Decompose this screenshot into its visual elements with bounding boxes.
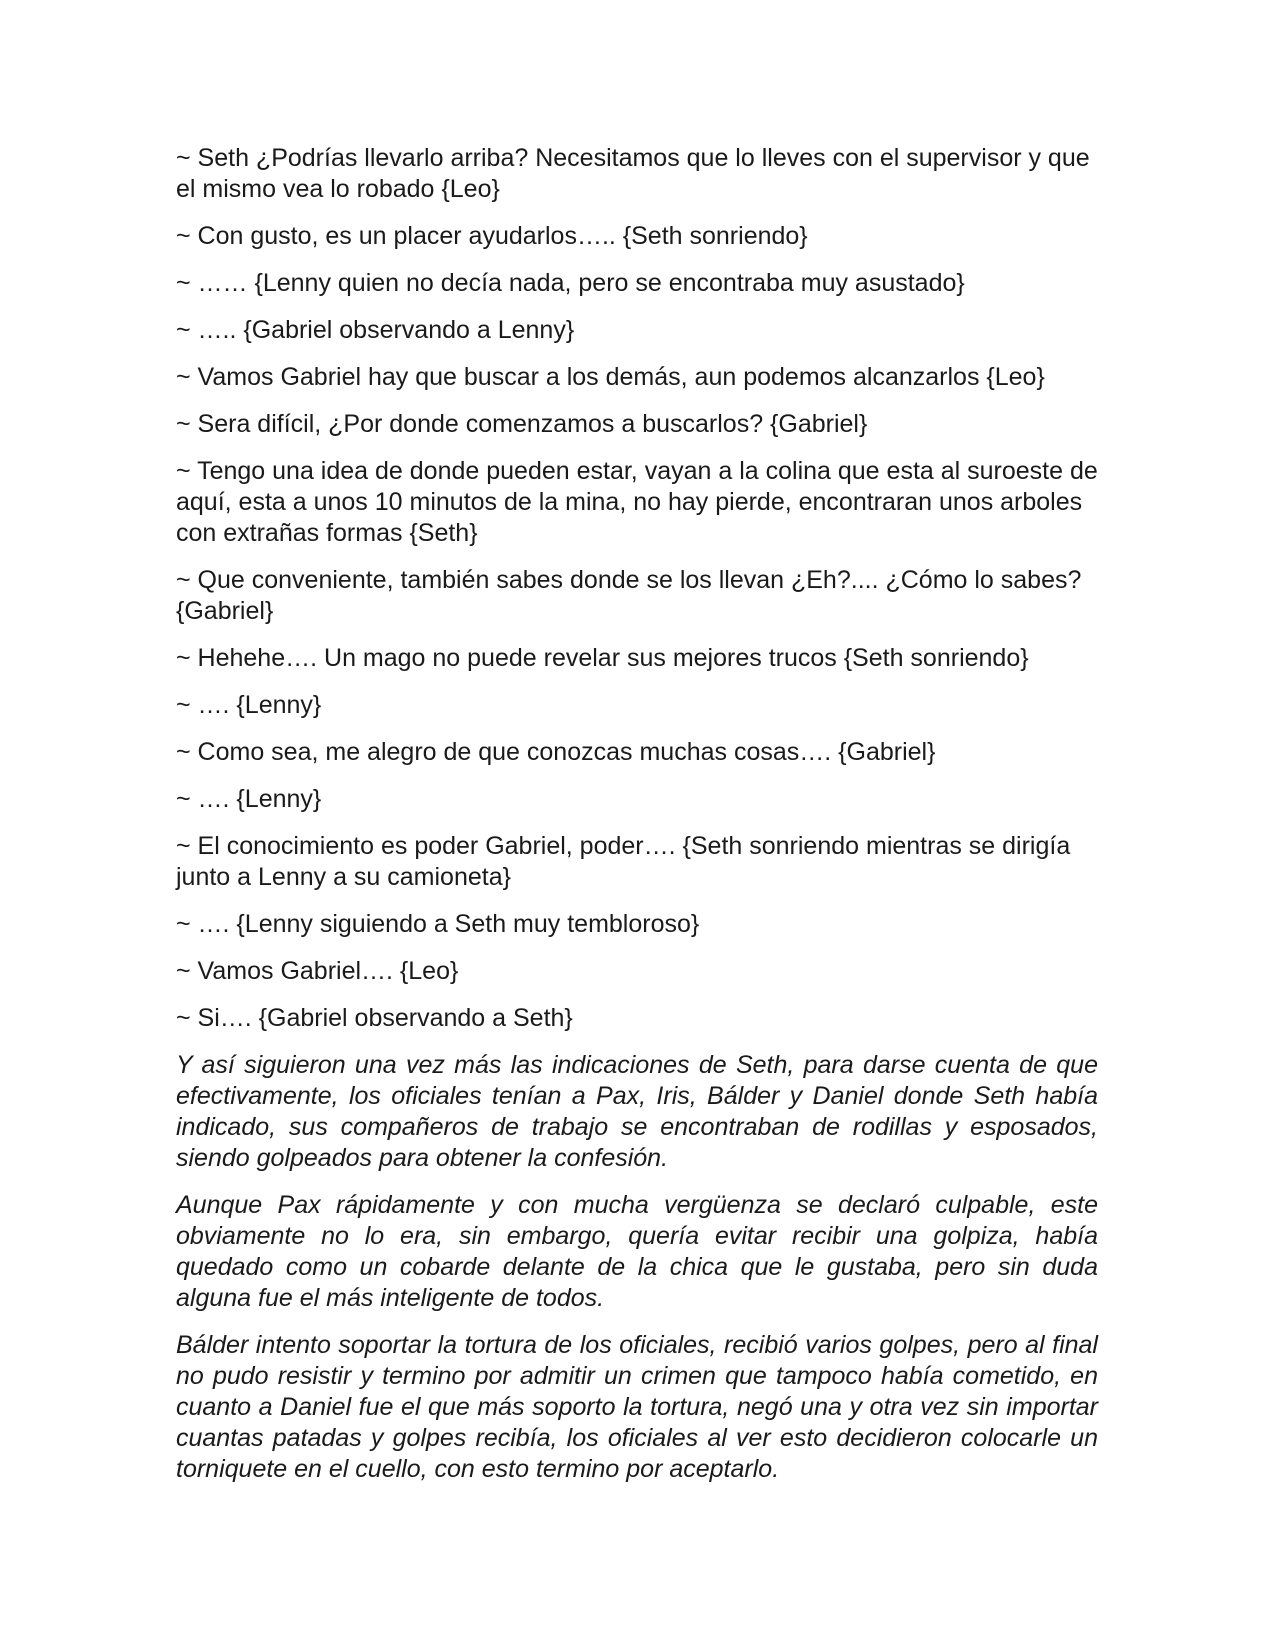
dialogue-line: ~ Vamos Gabriel hay que buscar a los demás, aun podemos alcanzarlos {Leo} bbox=[176, 363, 1045, 391]
dialogue-line: ~ Tengo una idea de donde pueden estar, vayan a la colina que esta al suroeste de aquí, esta a unos 10 minutos de la mina, no hay pierde, encontraran unos arboles con extrañas formas {Seth} bbox=[176, 457, 1098, 547]
narration-paragraph: Bálder intento soportar la tortura de los oficiales, recibió varios golpes, pero al final no pudo resistir y termino por admitir un crimen que tampoco había cometido, en cuanto a Daniel fue el que más soporto la tortura, negó una y otra vez sin importar cuantas patadas y golpes recibía, los oficiales al ver esto decidieron colocarle un torniquete en el cuello, con esto termino por aceptarlo. bbox=[176, 1331, 1098, 1483]
dialogue-line: ~ Con gusto, es un placer ayudarlos….. {Seth sonriendo} bbox=[176, 222, 808, 250]
dialogue-line: ~ Si…. {Gabriel observando a Seth} bbox=[176, 1004, 573, 1032]
dialogue-line: ~ El conocimiento es poder Gabriel, poder…. {Seth sonriendo mientras se dirigía junto a Lenny a su camioneta} bbox=[176, 832, 1071, 891]
dialogue-line: ~ Sera difícil, ¿Por donde comenzamos a buscarlos? {Gabriel} bbox=[176, 410, 868, 438]
dialogue-line: ~ …… {Lenny quien no decía nada, pero se encontraba muy asustado} bbox=[176, 269, 965, 297]
dialogue-line: ~ ….. {Gabriel observando a Lenny} bbox=[176, 316, 575, 344]
dialogue-line: ~ Hehehe…. Un mago no puede revelar sus mejores trucos {Seth sonriendo} bbox=[176, 644, 1029, 672]
dialogue-line: ~ Vamos Gabriel…. {Leo} bbox=[176, 957, 459, 985]
dialogue-line: ~ Como sea, me alegro de que conozcas muchas cosas…. {Gabriel} bbox=[176, 738, 936, 766]
narration-paragraph: Y así siguieron una vez más las indicaciones de Seth, para darse cuenta de que efectivamente, los oficiales tenían a Pax, Iris, Bálder y Daniel donde Seth había indicado, sus compañeros de trabajo se encontraban de rodillas y esposados, siendo golpeados para obtener la confesión. bbox=[176, 1051, 1098, 1172]
narration-paragraph: Aunque Pax rápidamente y con mucha vergüenza se declaró culpable, este obviamente no lo era, sin embargo, quería evitar recibir una golpiza, había quedado como un cobarde delante de la chica que le gustaba, pero sin duda alguna fue el más inteligente de todos. bbox=[176, 1191, 1098, 1312]
document-page bbox=[176, 143, 1098, 1501]
dialogue-line: ~ …. {Lenny} bbox=[176, 785, 322, 813]
dialogue-line: ~ …. {Lenny siguiendo a Seth muy tembloroso} bbox=[176, 910, 700, 938]
dialogue-line: ~ Seth ¿Podrías llevarlo arriba? Necesitamos que lo lleves con el supervisor y que el mismo vea lo robado {Leo} bbox=[176, 144, 1090, 203]
dialogue-line: ~ Que conveniente, también sabes donde se los llevan ¿Eh?.... ¿Cómo lo sabes? {Gabriel} bbox=[176, 566, 1082, 625]
dialogue-line: ~ …. {Lenny} bbox=[176, 691, 322, 719]
